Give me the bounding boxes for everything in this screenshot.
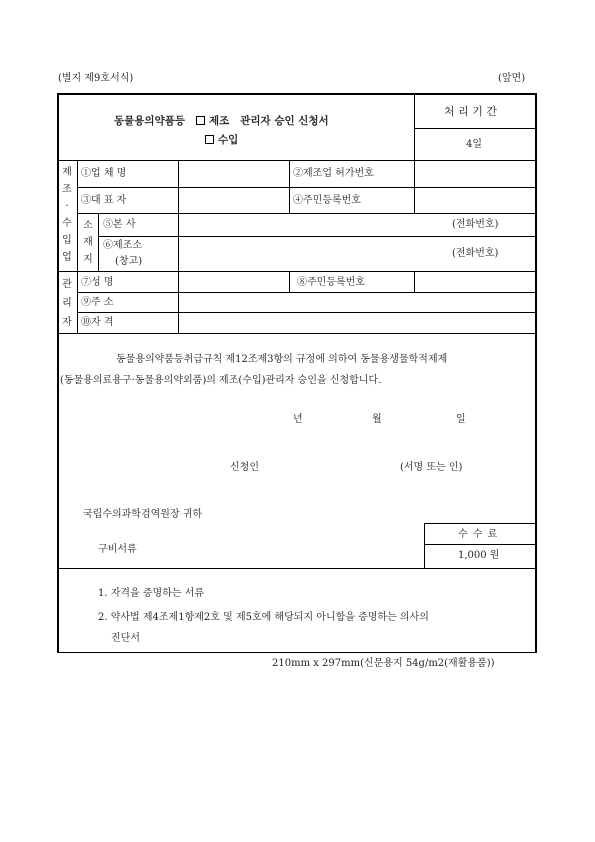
business-side-label: 제 조 · 수 입 업 <box>62 167 72 263</box>
manager-qualification-label: ⑩자 격 <box>81 317 114 328</box>
manager-name-field[interactable] <box>180 273 287 291</box>
representative-reg-no-label: ④주민등록번호 <box>293 195 361 206</box>
license-number-field[interactable] <box>416 162 534 186</box>
statement-line-2: (동물용의료용구·동물용의약외품)의 제조(수입)관리자 승인을 신청합니다. <box>60 375 382 386</box>
manager-address-field[interactable] <box>180 294 534 311</box>
head-office-label: ⑤본 사 <box>103 219 136 230</box>
processing-period-label: 처 리 기 간 <box>444 105 497 118</box>
manager-name-label: ⑦성 명 <box>81 277 114 288</box>
signature-label: (서명 또는 인) <box>400 462 463 473</box>
statement-line-1: 동물용의약품등취급규칙 제12조제3항의 규정에 의하여 동물용생물학적제제 <box>116 354 448 365</box>
title-main: 동물용의약품등 <box>114 115 186 127</box>
location-side-label: 소 재 지 <box>83 220 93 265</box>
title-option-manufacture: 제조 <box>208 115 230 127</box>
factory-field[interactable] <box>180 238 440 270</box>
required-document-2: 2. 약사법 제4조제1항제2호 및 제5호에 해당되지 아니함을 증명하는 의사의 <box>98 612 429 623</box>
form-number: (별지 제9호서식) <box>58 73 134 84</box>
business-name-field[interactable] <box>180 162 287 186</box>
addressee: 국립수의과학검역원장 귀하 <box>83 509 203 520</box>
date-month-label: 월 <box>372 414 382 425</box>
date-year-label: 년 <box>293 414 303 425</box>
warehouse-label: (창고) <box>115 256 143 267</box>
factory-label: ⑥제조소 <box>103 240 142 251</box>
head-office-field[interactable] <box>180 215 440 235</box>
fee-value: 1,000 원 <box>458 550 500 561</box>
form-title <box>114 115 329 127</box>
required-documents-label: 구비서류 <box>98 544 137 555</box>
head-office-phone-label: (전화번호) <box>452 219 499 230</box>
factory-phone-label: (전화번호) <box>452 248 499 259</box>
date-day-label: 일 <box>456 414 466 425</box>
import-option <box>205 134 238 146</box>
import-checkbox[interactable] <box>205 135 214 144</box>
manager-reg-no-field[interactable] <box>416 273 534 291</box>
title-option-import: 수입 <box>218 134 239 146</box>
representative-reg-no-field[interactable] <box>416 189 534 212</box>
paper-spec-footer: 210mm x 297mm(신문용지 54g/m2(재활용품)) <box>272 658 495 669</box>
manager-qualification-field[interactable] <box>180 314 534 332</box>
representative-field[interactable] <box>180 189 287 212</box>
license-number-label: ②제조업 허가번호 <box>293 168 374 179</box>
representative-label: ③대 표 자 <box>81 195 127 206</box>
manager-address-label: ⑨주 소 <box>81 297 114 308</box>
fee-label: 수 수 료 <box>458 529 499 540</box>
manager-reg-no-label: ⑧주민등록번호 <box>297 277 365 288</box>
required-document-2-cont: 진단서 <box>111 633 140 644</box>
processing-period-value: 4일 <box>466 139 483 150</box>
title-suffix: 관리자 승인 신청서 <box>240 115 329 127</box>
manager-side-label: 관 리 자 <box>62 279 72 328</box>
applicant-label: 신청인 <box>230 462 259 473</box>
manufacture-checkbox[interactable] <box>196 116 205 125</box>
page-side-label: (앞면) <box>498 73 526 84</box>
business-name-label: ①업 체 명 <box>81 168 127 179</box>
required-document-1: 1. 자격을 증명하는 서류 <box>98 588 205 599</box>
